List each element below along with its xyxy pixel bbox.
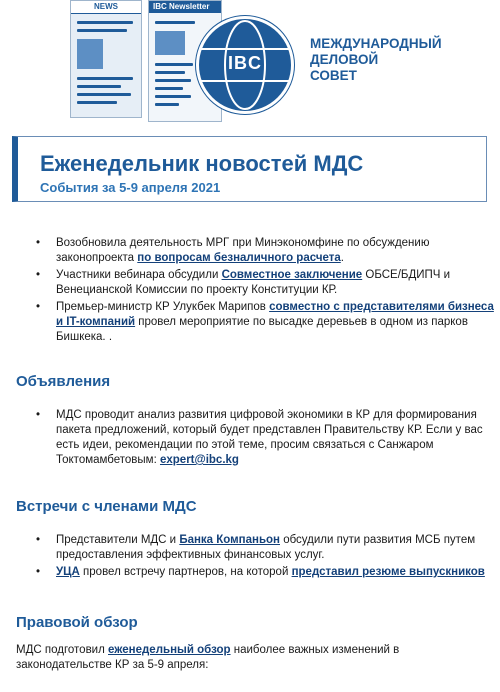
newspaper-ibc-label: IBC Newsletter — [149, 1, 221, 13]
newsletter-title: Еженедельник новостей МДС — [40, 151, 364, 176]
announcements-list — [0, 408, 500, 468]
org-name-line-2: ДЕЛОВОЙ — [310, 52, 379, 67]
news-link-business-it[interactable]: совместно с представителями бизнеса и IT-компаний — [56, 301, 494, 328]
logo-text: IBC — [228, 53, 262, 73]
meeting-item: • УЦА провел встречу партнеров, на которой представил резюме выпускников — [36, 565, 500, 580]
newspaper-news-label: NEWS — [71, 1, 141, 14]
news-link-cashless-payments[interactable]: по вопросам безналичного расчета — [137, 252, 341, 264]
news-link-joint-opinion[interactable]: Совместное заключение — [221, 269, 363, 281]
bank-kompanion-link[interactable]: Банка Компаньон — [179, 534, 280, 546]
newsletter-subtitle: События за 5-9 апреля 2021 — [40, 180, 221, 195]
uca-link[interactable]: УЦА — [56, 566, 80, 578]
news-item: • Возобновила деятельность МРГ при Минэкономфине по обсуждению законопроекта по вопросам безналичного расчета. — [36, 236, 500, 266]
meetings-list — [0, 533, 500, 580]
section-heading-announcements: Объявления — [16, 373, 111, 390]
news-item: • Премьер-министр КР Улукбек Марипов совместно с представителями бизнеса и IT-компаний провел мероприятие по высадке деревьев в одном из парков Бишкека. . — [36, 300, 500, 345]
ibc-globe-logo-icon — [196, 16, 294, 114]
graduate-resumes-link[interactable]: представил резюме выпускников — [291, 566, 485, 578]
organization-name — [310, 36, 490, 84]
announcement-item: • МДС проводит анализ развития цифровой экономики в КР для формирования пакета предложений, который будет представлен Правительству КР. Если у вас есть идеи, рекомендации по этой теме, просим связаться с Санжаром Токтомамбетовым: expert@ibc.kg — [36, 408, 500, 468]
newspaper-illustration-back — [70, 0, 142, 118]
org-name-line-3: СОВЕТ — [310, 68, 357, 83]
weekly-review-link[interactable]: еженедельный обзор — [108, 644, 231, 656]
meeting-item: • Представители МДС и Банка Компаньон обсудили пути развития МСБ путем предоставления эффективных финансовых услуг. — [36, 533, 500, 563]
newsletter-title-box — [12, 136, 487, 202]
news-list — [0, 236, 500, 345]
org-name-line-1: МЕЖДУНАРОДНЫЙ — [310, 36, 442, 51]
email-link[interactable]: expert@ibc.kg — [159, 454, 239, 466]
section-heading-legal: Правовой обзор — [16, 614, 138, 631]
section-heading-meetings: Встречи с членами МДС — [16, 498, 197, 515]
legal-review-paragraph: МДС подготовил еженедельный обзор наиболее важных изменений в законодательстве КР за 5-9 апреля: — [16, 644, 400, 671]
masthead — [0, 0, 500, 125]
newsletter-content — [0, 236, 500, 673]
news-item: • Участники вебинара обсудили Совместное заключение ОБСЕ/БДИПЧ и Венецианской Комиссии по проекту Конституции КР. — [36, 268, 500, 298]
